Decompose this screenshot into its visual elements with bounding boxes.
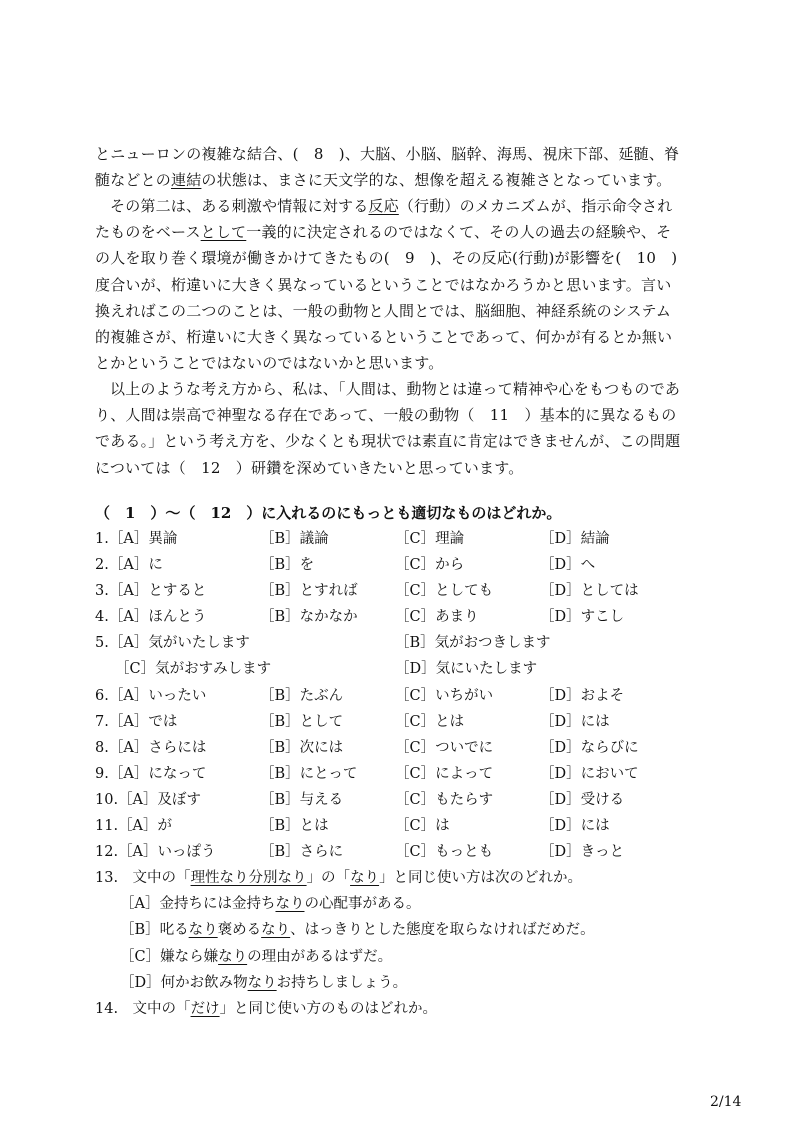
choice-c[interactable]: ［C］ついでに <box>395 739 494 756</box>
option-row-12: 12.［A］いっぽう ［B］さらに ［C］もっとも ［D］きっと <box>95 839 715 865</box>
text-line: とニューロンの複雑な結合、( 8 )、大脳、小脳、脳幹、海馬、視床下部、延髄、脊 <box>95 145 680 163</box>
choice-c[interactable]: ［C］によって <box>395 765 494 782</box>
question-13-choice-c[interactable]: ［C］嫌なら嫌なりの理由があるはずだ。 <box>120 948 393 965</box>
underlined-phrase: 理性なり分別なり <box>190 870 307 887</box>
choice-c[interactable]: ［C］理論 <box>395 531 465 547</box>
question-14-stem: 14. 文中の「だけ」と同じ使い方のものはどれか。 <box>95 1000 438 1017</box>
option-row-10: 10.［A］及ぼす ［B］与える ［C］もたらす ［D］受ける <box>95 787 715 813</box>
answer-options <box>95 526 715 1022</box>
choice-a[interactable]: ［A］とすると <box>108 583 207 600</box>
choice-c[interactable]: ［C］とは <box>395 713 465 730</box>
option-row-2: 2.［A］に ［B］を ［C］から ［D］へ <box>95 552 715 578</box>
question-13-choice-b[interactable]: ［B］叱るなり褒めるなり、はっきりとした態度を取らなければだめだ。 <box>120 922 595 939</box>
choice-c[interactable]: ［C］もっとも <box>395 844 494 861</box>
choice-b[interactable]: ［B］とすれば <box>260 583 358 600</box>
passage-paragraph-2 <box>95 193 705 376</box>
choice-c[interactable]: ［C］いちがい <box>395 687 494 704</box>
choice-b[interactable]: ［B］なかなか <box>260 609 358 626</box>
choice-c[interactable]: ［C］もたらす <box>395 791 494 808</box>
choice-d[interactable]: ［D］きっと <box>540 844 625 861</box>
option-row-4: 4.［A］ほんとう ［B］なかなか ［C］あまり ［D］すこし <box>95 604 715 630</box>
choice-a[interactable]: ［A］異論 <box>108 531 178 547</box>
text-line: 換えればこの二つのことは、一般の動物と人間とでは、脳細胞、神経系統のシステム <box>95 301 672 320</box>
choice-a[interactable]: ［A］に <box>108 557 163 574</box>
choice-d[interactable]: ［D］へ <box>540 557 596 574</box>
choice-b[interactable]: ［B］気がおつきします <box>395 635 551 652</box>
choice-d[interactable]: ［D］ならびに <box>540 739 639 756</box>
underlined-word: 連結 <box>171 171 202 190</box>
option-row-11: 11.［A］が ［B］とは ［C］は ［D］には <box>95 813 715 839</box>
text-line: 以上のような考え方から、私は、「人間は、動物とは違って精神や心をもつものであ <box>110 380 681 398</box>
choice-d[interactable]: ［D］には <box>540 713 610 730</box>
text-line: については（ 12 ）研鑽を深めていきたいと思っています。 <box>95 458 524 477</box>
option-row-1: 1.［A］異論 ［B］議論 ［C］理論 ［D］結論 <box>95 526 715 552</box>
option-row-7: 7.［A］では ［B］として ［C］とは ［D］には <box>95 709 715 735</box>
choice-c[interactable]: ［C］あまり <box>395 609 479 626</box>
underlined-word: 反応 <box>368 197 399 215</box>
choice-a[interactable]: ［A］さらには <box>108 739 207 756</box>
question-13-choice-a[interactable]: ［A］金持ちには金持ちなりの心配事がある。 <box>120 896 421 913</box>
text-line: 的複雑さが、桁違いに大きく異なっているということであって、何かが有るとか無い <box>95 327 673 346</box>
choice-b[interactable]: ［B］議論 <box>260 531 329 547</box>
choice-b[interactable]: ［B］とは <box>260 818 329 835</box>
choice-b[interactable]: ［B］たぶん <box>260 687 344 704</box>
choice-a[interactable]: ［A］が <box>118 818 173 835</box>
choice-d[interactable]: ［D］受ける <box>540 791 625 808</box>
choice-a[interactable]: ［A］いっぽう <box>118 844 216 861</box>
choice-d[interactable]: ［D］すこし <box>540 609 625 626</box>
option-row-9: 9.［A］になって ［B］にとって ［C］によって ［D］において <box>95 761 715 787</box>
text-line: の人を取り巻く環境が働きかけてきたもの( 9 )、その反応(行動)が影響を( 10 ) <box>95 249 678 268</box>
text-line: り、人間は崇高で神聖なる存在であって、一般の動物（ 11 ）基本的に異なるもの <box>95 406 677 425</box>
underlined-word: なり <box>350 870 380 887</box>
page-number: 2/14 <box>710 1094 742 1110</box>
choice-d[interactable]: ［D］結論 <box>540 531 610 547</box>
underlined-word: だけ <box>190 1000 220 1017</box>
choice-d[interactable]: ［D］には <box>540 818 610 835</box>
text-line: その第二は、ある刺激や情報に対する反応（行動）のメカニズムが、指示命令され <box>110 197 673 215</box>
option-row-3: 3.［A］とすると ［B］とすれば ［C］としても ［D］としては <box>95 578 715 604</box>
choice-b[interactable]: ［B］次には <box>260 739 344 756</box>
option-row-8: 8.［A］さらには ［B］次には ［C］ついでに ［D］ならびに <box>95 735 715 761</box>
choice-b[interactable]: ［B］にとって <box>260 765 358 782</box>
question-13-stem: 13. 文中の「理性なり分別なり」の「なり」と同じ使い方は次のどれか。 <box>95 870 583 887</box>
option-row-5b <box>95 656 715 682</box>
choice-a[interactable]: ［A］いったい <box>108 687 207 704</box>
choice-d[interactable]: ［D］気にいたします <box>395 661 538 678</box>
question-header: （ 1 ）～（ 12 ）に入れるのにもっとも適切なものはどれか。 <box>95 504 562 522</box>
choice-d[interactable]: ［D］において <box>540 765 639 782</box>
option-row-5a: 5.［A］気がいたします ［B］気がおつきします <box>95 630 715 656</box>
text-line: である。」という考え方を、少なくとも現状では素直に肯定はできませんが、この問題 <box>95 432 681 451</box>
choice-b[interactable]: ［B］与える <box>260 791 344 808</box>
text-line: とかということではないのではないかと思います。 <box>95 354 444 373</box>
passage-paragraph-1 <box>95 141 705 193</box>
choice-c[interactable]: ［C］から <box>395 557 465 574</box>
choice-b[interactable]: ［B］を <box>260 557 315 574</box>
choice-a[interactable]: ［A］ほんとう <box>108 609 207 626</box>
underlined-word: として <box>200 223 247 242</box>
passage-paragraph-3 <box>95 376 705 481</box>
choice-d[interactable]: ［D］およそ <box>540 687 625 704</box>
choice-b[interactable]: ［B］として <box>260 713 344 730</box>
choice-c[interactable]: ［C］気がおすみします <box>115 661 272 678</box>
choice-a[interactable]: ［A］では <box>108 713 178 730</box>
choice-d[interactable]: ［D］としては <box>540 583 639 600</box>
choice-a[interactable]: ［A］及ぼす <box>118 791 202 808</box>
choice-b[interactable]: ［B］さらに <box>260 844 344 861</box>
choice-c[interactable]: ［C］は <box>395 818 450 835</box>
text-line: 度合いが、桁違いに大きく異なっているということではなかろうかと思います。言い <box>95 275 672 294</box>
choice-a[interactable]: ［A］になって <box>108 765 207 782</box>
option-row-6: 6.［A］いったい ［B］たぶん ［C］いちがい ［D］およそ <box>95 683 715 709</box>
text-line: 髄などとの連結の状態は、まさに天文学的な、想像を超える複雑さとなっています。 <box>95 171 672 190</box>
choice-c[interactable]: ［C］としても <box>395 583 494 600</box>
text-line: たものをベースとして一義的に決定されるのではなくて、その人の過去の経験や、そ <box>95 223 672 242</box>
choice-a[interactable]: ［A］気がいたします <box>108 635 250 652</box>
question-13-choice-d[interactable]: ［D］何かお飲み物なりお持ちしましょう。 <box>120 974 408 991</box>
